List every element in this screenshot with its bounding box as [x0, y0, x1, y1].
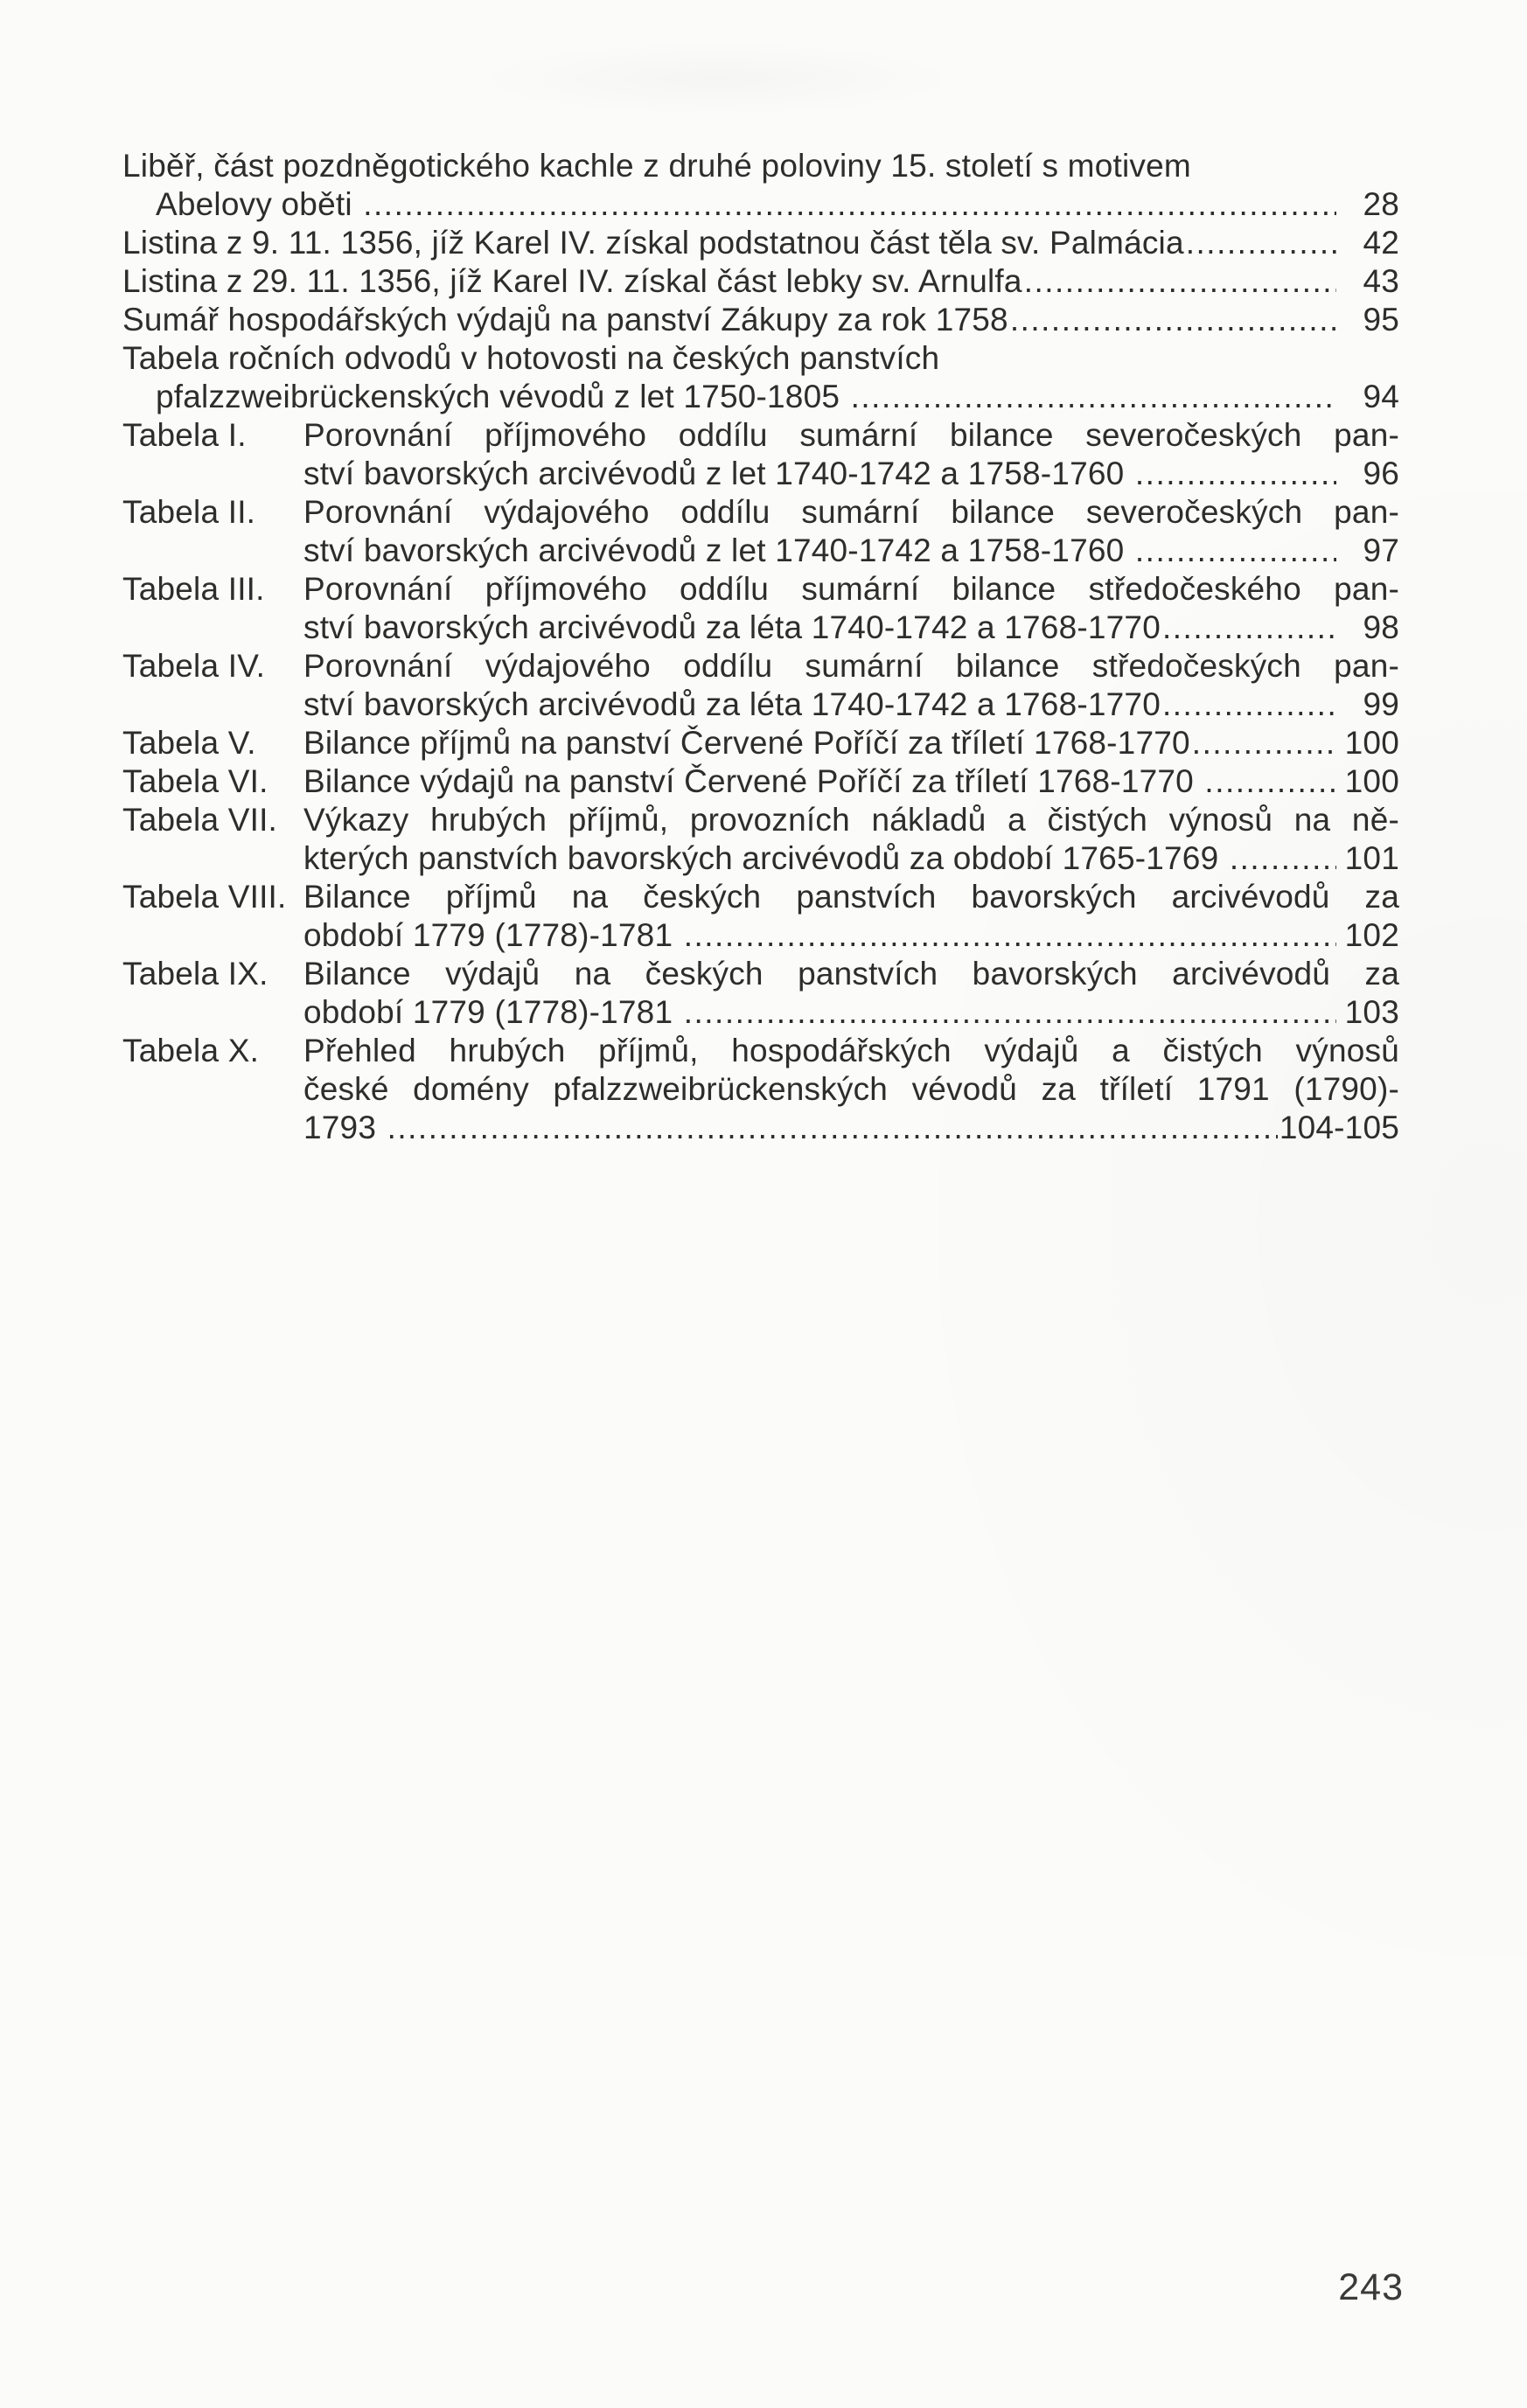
toc-entry-text: kterých panstvích bavorských arcivévodů za období 1765-1769	[303, 840, 1228, 876]
toc-entry-line	[303, 532, 1399, 570]
toc-entry	[122, 762, 1399, 801]
toc-entry-text: Listina z 9. 11. 1356, jíž Karel IV. získal podstatnou část těla sv. Palmácia	[122, 225, 1184, 261]
toc-entry-line	[303, 839, 1399, 878]
toc-entry-body	[303, 878, 1399, 955]
toc-entry-text: ství bavorských arcivévodů z let 1740-1742 a 1758-1760	[303, 532, 1133, 568]
toc-entry	[122, 262, 1399, 301]
toc-entry-line: Bilance příjmů na českých panstvích bavorských arcivévodů za	[303, 879, 1399, 915]
toc-entry	[122, 1032, 1399, 1147]
toc-entry-text: ství bavorských arcivévodů z let 1740-1742 a 1758-1760	[303, 456, 1133, 491]
dot-leader	[684, 993, 1336, 1032]
page-number-folio: 243	[1338, 2266, 1404, 2308]
toc-entry-line	[122, 224, 1399, 262]
toc-entry	[122, 147, 1399, 224]
toc-entry-line	[303, 609, 1399, 647]
toc-entry-line: Výkazy hrubých příjmů, provozních nákladů a čistých výnosů na ně-	[303, 802, 1399, 838]
toc-entry-line: Liběř, část pozdněgotického kachle z druhé poloviny 15. století s motivem	[122, 148, 1191, 184]
toc-entry-text: ství bavorských arcivévodů za léta 1740-1742 a 1768-1770	[303, 686, 1161, 722]
toc-page-number: 104-105	[1279, 1110, 1399, 1145]
toc-entry	[122, 801, 1399, 878]
toc-entry	[122, 493, 1399, 570]
dot-leader	[1024, 262, 1336, 301]
toc-page-number: 102	[1344, 917, 1399, 953]
toc-entry	[122, 570, 1399, 647]
toc-page-number: 28	[1363, 186, 1399, 222]
toc-entry	[122, 878, 1399, 955]
toc-entry-label: Tabela VI.	[122, 763, 268, 799]
dot-leader	[363, 185, 1336, 224]
dot-leader	[1186, 224, 1336, 262]
table-of-contents	[122, 147, 1399, 1147]
toc-entry	[122, 724, 1399, 762]
toc-entry-text: období 1779 (1778)-1781	[303, 917, 682, 953]
toc-entry-line: Porovnání příjmového oddílu sumární bilance severočeských pan-	[303, 417, 1399, 453]
toc-entry-label: Tabela II.	[122, 494, 256, 530]
toc-entry-line	[303, 762, 1399, 801]
toc-entry	[122, 339, 1399, 416]
toc-entry-label: Tabela X.	[122, 1033, 260, 1068]
toc-entry-body	[303, 1032, 1399, 1147]
toc-entry-body	[303, 493, 1399, 570]
toc-entry-label: Tabela VIII.	[122, 879, 287, 915]
dot-leader	[1135, 532, 1336, 570]
toc-entry-text: Bilance výdajů na panství Červené Poříčí za tříletí 1768-1770	[303, 763, 1203, 799]
toc-page-number: 42	[1363, 225, 1399, 261]
toc-entry-label: Tabela IV.	[122, 648, 266, 684]
toc-entry-line	[303, 993, 1399, 1032]
toc-page-number: 95	[1363, 302, 1399, 338]
toc-entry-line: Bilance výdajů na českých panstvích bavorských arcivévodů za	[303, 956, 1399, 992]
toc-page-number: 103	[1344, 994, 1399, 1030]
toc-entry-body	[303, 762, 1399, 801]
toc-entry-line: Porovnání výdajového oddílu sumární bilance středočeských pan-	[303, 648, 1399, 684]
toc-entry-line	[122, 262, 1399, 301]
toc-entry-line: Tabela ročních odvodů v hotovosti na českých panstvích	[122, 340, 940, 376]
toc-page-number: 43	[1363, 263, 1399, 299]
toc-entry-label: Tabela III.	[122, 571, 265, 607]
toc-entry-label: Tabela VII.	[122, 802, 278, 838]
toc-entry-text: pfalzzweibrückenských vévodů z let 1750-1805	[156, 379, 849, 414]
toc-entry-line	[303, 916, 1399, 955]
toc-entry-line	[303, 724, 1399, 762]
toc-entry	[122, 224, 1399, 262]
toc-entry-body	[303, 570, 1399, 647]
dot-leader	[1204, 762, 1336, 801]
dot-leader	[1230, 839, 1336, 878]
toc-entry-text: Sumář hospodářských výdajů na panství Zákupy za rok 1758	[122, 302, 1008, 338]
toc-page-number: 100	[1344, 725, 1399, 761]
dot-leader	[1162, 609, 1336, 647]
dot-leader	[387, 1109, 1278, 1147]
toc-entry-body	[303, 416, 1399, 493]
toc-entry-line	[122, 378, 1399, 416]
toc-entry-text: období 1779 (1778)-1781	[303, 994, 682, 1030]
toc-entry-label: Tabela V.	[122, 725, 256, 761]
toc-entry-line	[122, 301, 1399, 339]
toc-page-number: 97	[1363, 532, 1399, 568]
toc-entry-text: ství bavorských arcivévodů za léta 1740-1742 a 1768-1770	[303, 609, 1161, 645]
toc-entry-body	[303, 955, 1399, 1032]
toc-entry	[122, 416, 1399, 493]
toc-entry-label: Tabela IX.	[122, 956, 268, 992]
toc-page-number: 100	[1344, 763, 1399, 799]
toc-entry-line	[303, 1109, 1399, 1147]
toc-page-number: 99	[1363, 686, 1399, 722]
toc-entry	[122, 301, 1399, 339]
dot-leader	[1010, 301, 1336, 339]
dot-leader	[851, 378, 1336, 416]
dot-leader	[1192, 724, 1336, 762]
toc-page-number: 98	[1363, 609, 1399, 645]
toc-entry-line	[303, 686, 1399, 724]
toc-entry-line: Porovnání příjmového oddílu sumární bilance středočeského pan-	[303, 571, 1399, 607]
toc-page-number: 94	[1363, 379, 1399, 414]
toc-entry-line	[122, 185, 1399, 224]
toc-entry-body	[303, 647, 1399, 724]
toc-entry-text: 1793	[303, 1110, 386, 1145]
toc-entry-label: Tabela I.	[122, 417, 247, 453]
toc-entry-line: Porovnání výdajového oddílu sumární bilance severočeských pan-	[303, 494, 1399, 530]
toc-entry-text: Abelovy oběti	[156, 186, 362, 222]
toc-page-number: 96	[1363, 456, 1399, 491]
dot-leader	[1135, 455, 1336, 493]
toc-entry-body	[303, 801, 1399, 878]
toc-entry-body	[303, 724, 1399, 762]
toc-entry-text: Listina z 29. 11. 1356, jíž Karel IV. získal část lebky sv. Arnulfa	[122, 263, 1022, 299]
dot-leader	[1162, 686, 1336, 724]
dot-leader	[684, 916, 1336, 955]
toc-entry-text: Bilance příjmů na panství Červené Poříčí za tříletí 1768-1770	[303, 725, 1190, 761]
toc-entry-line: české domény pfalzzweibrückenských vévodů za tříletí 1791 (1790)-	[303, 1071, 1399, 1107]
toc-entry-line	[303, 455, 1399, 493]
toc-entry	[122, 955, 1399, 1032]
toc-entry-line: Přehled hrubých příjmů, hospodářských výdajů a čistých výnosů	[303, 1033, 1399, 1068]
toc-page-number: 101	[1344, 840, 1399, 876]
toc-entry	[122, 647, 1399, 724]
